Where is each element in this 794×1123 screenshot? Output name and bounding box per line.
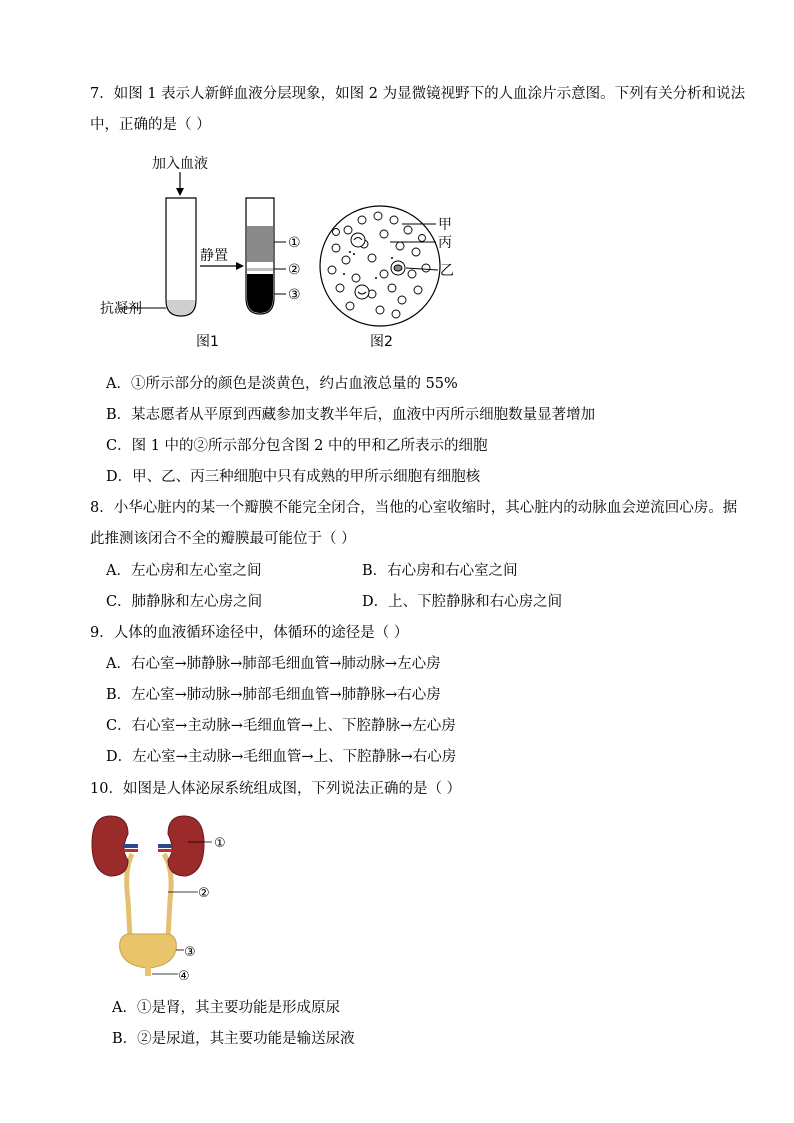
anticoagulant-label: 抗凝剂 [100,301,142,317]
q9-stem: 9．人体的血液循环途径中，体循环的途径是（ ） [90,625,409,641]
q8-option-d[interactable]: D．上、下腔静脉和右心房之间 [362,594,563,610]
label-3: ③ [184,945,196,960]
label-4: ④ [178,969,190,984]
q9-option-a[interactable]: A．右心室→肺静脉→肺部毛细血管→肺动脉→左心房 [106,656,441,672]
cell-jia-label: 甲 [438,217,452,233]
q7-option-b[interactable]: B．某志愿者从平原到西藏参加支教半年后，血液中丙所示细胞数量显著增加 [106,407,596,423]
fig1-caption: 图1 [196,334,219,350]
q9-option-c[interactable]: C．右心室→主动脉→毛细血管→上、下腔静脉→左心房 [106,718,456,734]
label-2: ② [198,886,210,901]
q7-option-d[interactable]: D．甲、乙、丙三种细胞中只有成熟的甲所示细胞有细胞核 [106,469,481,485]
q8-option-b[interactable]: B．右心房和右心室之间 [362,563,518,579]
q10-option-a[interactable]: A．①是肾，其主要功能是形成原尿 [112,1000,340,1016]
settle-label: 静置 [200,248,228,264]
q7-option-c[interactable]: C．图 1 中的②所示部分包含图 2 中的甲和乙所表示的细胞 [106,438,488,454]
layer-1-label: ① [288,235,301,251]
add-blood-label: 加入血液 [152,156,208,172]
bladder [120,934,177,968]
right-kidney [168,816,204,876]
q8-stem-line1: 8．小华心脏内的某一个瓣膜不能完全闭合，当他的心室收缩时，其心脏内的动脉血会逆流回心房。据 [90,500,738,516]
q9-option-d[interactable]: D．左心室→主动脉→毛细血管→上、下腔静脉→右心房 [106,749,457,765]
q10-stem: 10．如图是人体泌尿系统组成图，下列说法正确的是（ ） [90,781,462,797]
label-1: ① [214,836,226,851]
q10-option-b[interactable]: B．②是尿道，其主要功能是输送尿液 [112,1031,355,1047]
left-kidney [92,816,128,876]
q7-stem-line1: 7．如图 1 表示人新鲜血液分层现象，如图 2 为显微镜视野下的人血涂片示意图。下列有关分析和说法 [90,86,746,102]
q8-option-c[interactable]: C．肺静脉和左心房之间 [106,594,263,610]
q7-stem-line2: 中，正确的是（ ） [90,117,211,133]
layer-2-label: ② [288,262,301,278]
fig2-caption: 图2 [370,334,393,350]
cell-yi-label: 乙 [440,263,454,279]
q7-option-a[interactable]: A．①所示部分的颜色是淡黄色，约占血液总量的 55% [106,376,458,392]
urinary-system-figure [88,810,248,990]
urethra [145,966,151,976]
cell-bing-label: 丙 [438,235,452,251]
q7-figure [96,148,476,354]
q8-stem-line2: 此推测该闭合不全的瓣膜最可能位于（ ） [90,531,356,547]
test-tube-before [166,198,196,316]
q9-option-b[interactable]: B．左心室→肺动脉→肺部毛细血管→肺静脉→右心房 [106,687,441,703]
q8-option-a[interactable]: A．左心房和左心室之间 [106,563,262,579]
layer-3-label: ③ [288,287,301,303]
